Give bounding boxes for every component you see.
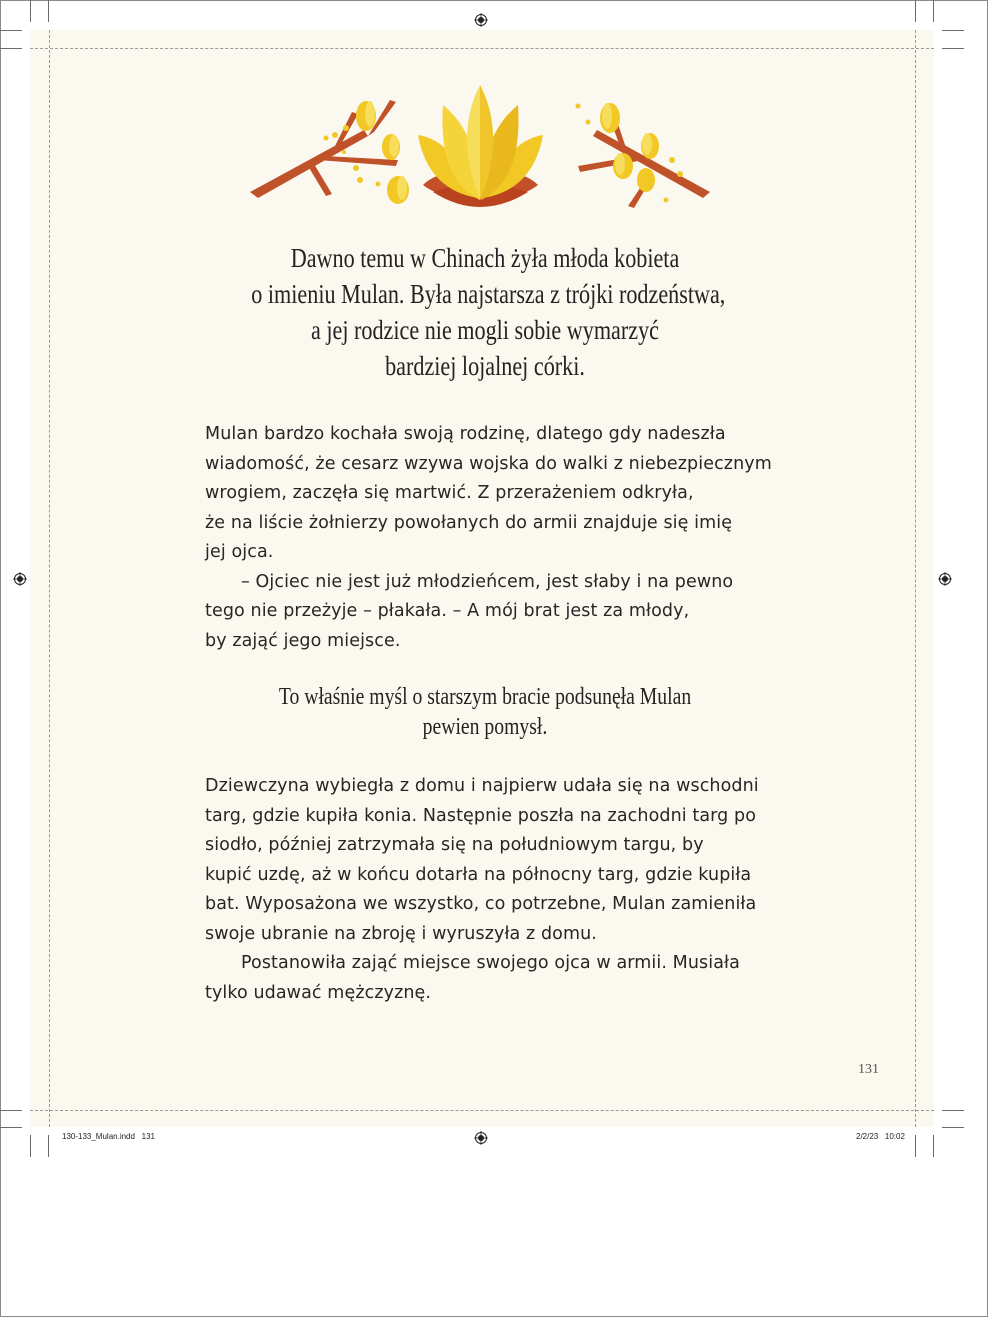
trim-line-left bbox=[49, 30, 50, 1127]
body-line: by zająć jego miejsce. bbox=[205, 630, 401, 651]
crop-mark bbox=[30, 0, 31, 22]
lead-paragraph-1 bbox=[251, 240, 726, 384]
lotus-flower bbox=[418, 85, 543, 207]
lotus-illustration bbox=[248, 80, 713, 225]
registration-mark-icon bbox=[474, 1131, 488, 1145]
body-paragraph-1 bbox=[205, 420, 805, 656]
registration-mark-icon bbox=[938, 572, 952, 586]
slug-date: 2/2/23 10:02 bbox=[856, 1132, 905, 1141]
crop-mark bbox=[942, 30, 964, 31]
body-line: Dziewczyna wybiegła z domu i najpierw udała się na wschodni bbox=[205, 776, 759, 796]
body-line: Mulan bardzo kochała swoją rodzinę, dlatego gdy nadeszła bbox=[205, 424, 726, 444]
lead-line: pewien pomysł. bbox=[422, 714, 548, 740]
crop-mark bbox=[0, 1110, 22, 1111]
crop-mark bbox=[0, 30, 22, 31]
trim-line-right bbox=[915, 30, 916, 1127]
crop-mark bbox=[942, 1127, 964, 1128]
lead-line: Dawno temu w Chinach żyła młoda kobieta bbox=[290, 243, 680, 273]
body-line: – Ojciec nie jest już młodzieńcem, jest słaby i na pewno bbox=[241, 571, 734, 592]
lead-line: a jej rodzice nie mogli sobie wymarzyć bbox=[311, 315, 659, 345]
lead-line: bardziej lojalnej córki. bbox=[385, 351, 585, 381]
body-line: bat. Wyposażona we wszystko, co potrzebne, Mulan zamieniła bbox=[205, 894, 757, 914]
crop-mark bbox=[0, 1127, 22, 1128]
body-line: targ, gdzie kupiła konia. Następnie poszła na zachodni targ po bbox=[205, 805, 757, 826]
body-line: tylko udawać mężczyznę. bbox=[205, 982, 432, 1003]
trim-line-bottom bbox=[30, 1110, 934, 1111]
body-line: jej ojca. bbox=[205, 542, 274, 562]
body-paragraph-2 bbox=[205, 772, 805, 1008]
lead-line: To właśnie myśl o starszym bracie podsunęła Mulan bbox=[278, 684, 692, 710]
crop-mark bbox=[915, 0, 916, 22]
trim-line-top bbox=[30, 48, 934, 49]
slug-file-name: 130-133_Mulan.indd 131 bbox=[62, 1132, 155, 1141]
registration-mark-icon bbox=[13, 572, 27, 586]
left-branch bbox=[250, 100, 409, 204]
body-line: że na liście żołnierzy powołanych do armii znajduje się imię bbox=[205, 512, 733, 533]
right-branch bbox=[576, 103, 711, 208]
crop-mark bbox=[942, 1110, 964, 1111]
body-line: tego nie przeżyje – płakała. – A mój brat jest za młody, bbox=[205, 601, 690, 621]
page-number: 131 bbox=[858, 1062, 879, 1077]
crop-mark bbox=[933, 0, 934, 22]
body-line: siodło, później zatrzymała się na południowym targu, by bbox=[205, 835, 704, 855]
lead-line: o imieniu Mulan. Była najstarsza z trójki rodzeństwa, bbox=[251, 279, 726, 309]
body-line: kupić uzdę, aż w końcu dotarła na północny targ, gdzie kupiła bbox=[205, 864, 752, 885]
body-line: Postanowiła zająć miejsce swojego ojca w armii. Musiała bbox=[241, 953, 740, 973]
crop-mark bbox=[48, 0, 49, 22]
crop-mark bbox=[48, 1135, 49, 1157]
body-line: swoje ubranie na zbroję i wyruszyła z domu. bbox=[205, 923, 597, 944]
lead-paragraph-2 bbox=[251, 682, 718, 742]
registration-mark-icon bbox=[474, 13, 488, 27]
body-line: wrogiem, zaczęła się martwić. Z przerażeniem odkryła, bbox=[205, 483, 694, 503]
crop-mark bbox=[933, 1135, 934, 1157]
crop-mark bbox=[942, 48, 964, 49]
crop-mark bbox=[0, 48, 22, 49]
crop-mark bbox=[30, 1135, 31, 1157]
body-line: wiadomość, że cesarz wzywa wojska do walki z niebezpiecznym bbox=[205, 453, 772, 474]
crop-mark bbox=[915, 1135, 916, 1157]
